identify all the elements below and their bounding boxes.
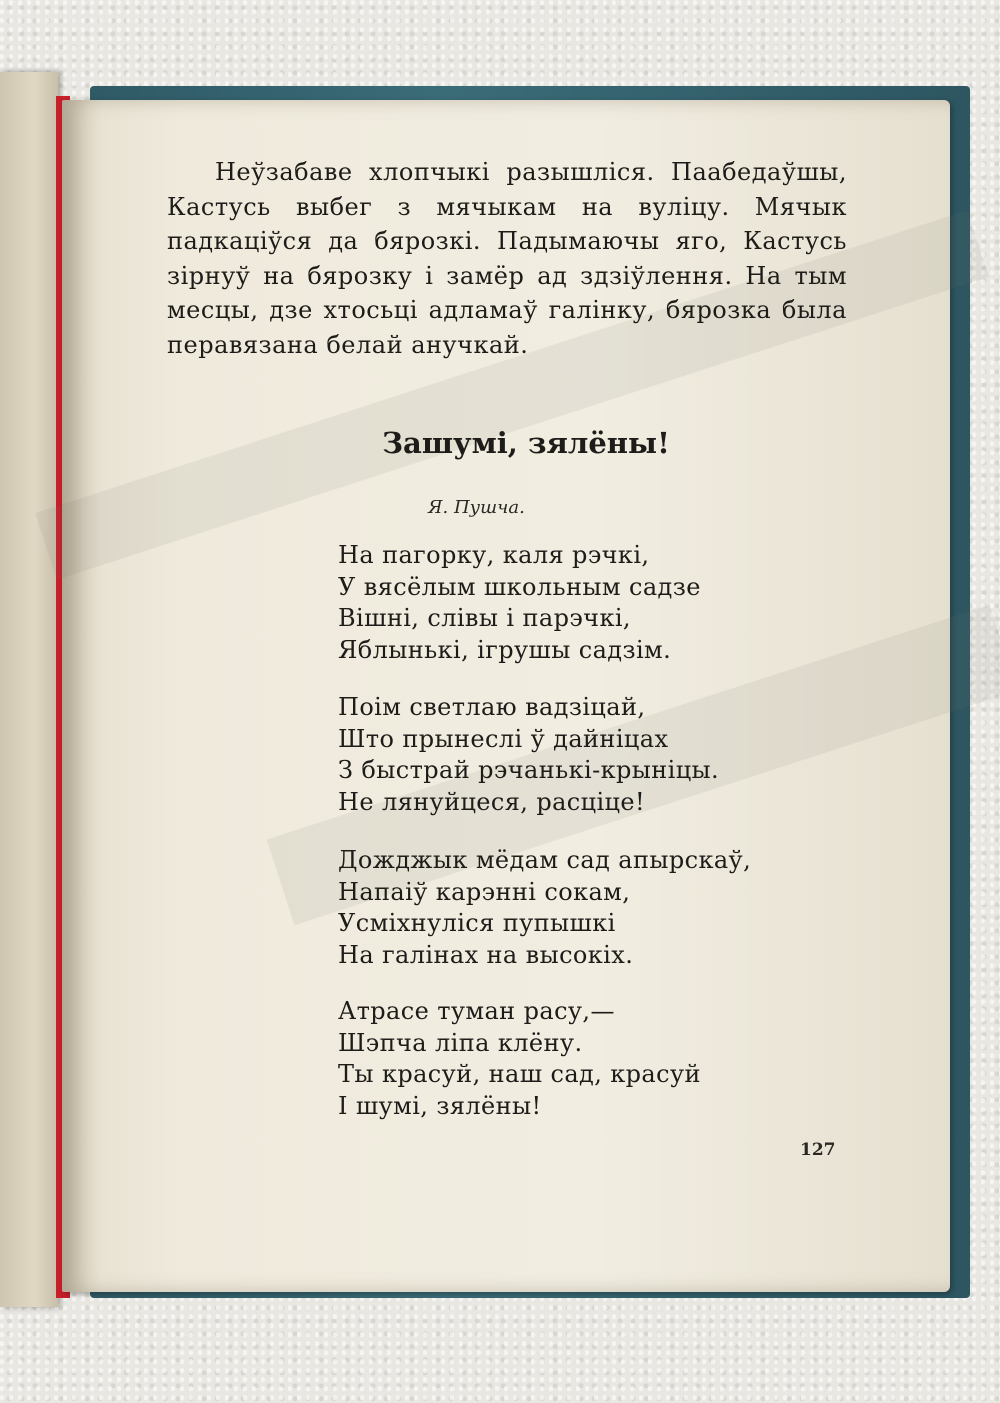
poem-stanza [338, 692, 818, 818]
book-page [62, 100, 950, 1292]
poem-author: Я. Пушча. [428, 497, 525, 518]
poem-line: Не лянуйцеся, расціце! [338, 787, 646, 816]
page-number: 127 [800, 1140, 836, 1160]
poem-line: На галінах на высокіх. [338, 940, 634, 969]
poem-title: Зашумі, зялёны! [382, 426, 670, 460]
poem-line: Усміхнуліся пупышкі [338, 909, 616, 937]
poem-line: Шэпча ліпа клёну. [338, 1028, 583, 1057]
poem-line: Дожджык мёдам сад апырскаў, [338, 846, 752, 874]
prose-paragraph: Неўзабаве хлопчыкі разышліся. Паабедаўшы, Кастусь выбег з мячыкам на вуліцу. Мячык падкаціўся да бярозкі. Падымаючы яго, Кастусь зірнуў на бярозку і замёр ад здзіўлення. На тым месцы, дзе хтосьці адламаў галінку, бярозка была перавязана белай анучкай. [167, 158, 847, 359]
poem-line: Ты красуй, наш сад, красуй [338, 1060, 701, 1088]
poem-stanza [338, 996, 818, 1122]
poem-line: Вішні, слівы і парэчкі, [338, 604, 631, 632]
poem-stanza [338, 845, 818, 971]
poem-line: З быстрай рэчанькі-крыніцы. [338, 756, 720, 784]
poem-stanza [338, 540, 818, 666]
poem-line: Напаіў карэнні сокам, [338, 877, 631, 906]
poem-line: Яблынькі, ігрушы садзім. [338, 635, 672, 664]
poem-line: Атрасе туман расу,— [338, 997, 615, 1025]
poem-line: На пагорку, каля рэчкі, [338, 541, 650, 569]
poem-line: У вясёлым школьным садзе [338, 572, 701, 601]
poem-line: І шумі, зялёны! [338, 1091, 542, 1120]
poem-line: Што прынеслі ў дайніцах [338, 724, 669, 753]
left-page-edge [0, 72, 58, 1307]
poem-line: Поім светлаю вадзіцай, [338, 693, 646, 721]
